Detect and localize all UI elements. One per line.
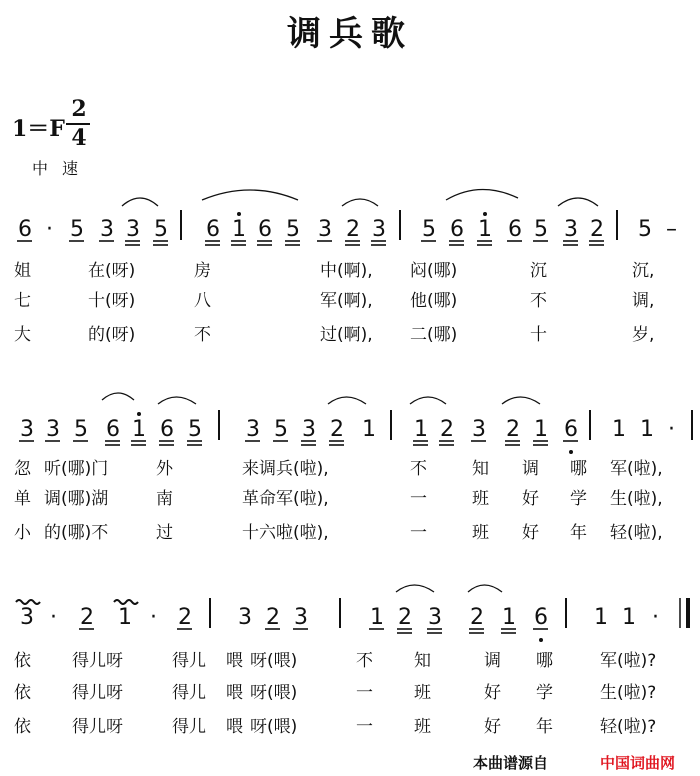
octave-dot-above — [237, 212, 241, 216]
lyric-word: 七 — [14, 291, 31, 311]
lyric-word: 不 — [356, 651, 373, 671]
octave-dot-above — [137, 412, 141, 416]
lyric-word: 依 — [14, 651, 31, 671]
note: 5 — [286, 217, 300, 242]
lyric-word: 沉, — [632, 261, 655, 281]
note: 6 — [106, 417, 120, 442]
lyric-word: 他(哪) — [410, 291, 458, 311]
note: 6 — [160, 417, 174, 442]
lyric-word: 喂 — [226, 651, 243, 671]
tempo-marking: 中速 — [32, 159, 93, 178]
lyric-word: 调(哪)湖 — [44, 489, 109, 509]
note: 3 — [20, 417, 34, 442]
lyric-word: 姐 — [14, 261, 31, 281]
lyric-word: 哪 — [570, 459, 587, 479]
lyric-word: 一 — [410, 523, 427, 543]
lyric-word: 听(哪)门 — [44, 459, 109, 479]
note: 6 — [534, 605, 548, 630]
note: 1 — [414, 417, 428, 442]
note: 3 — [428, 605, 442, 630]
lyric-word: 军(啊), — [320, 291, 373, 311]
lyric-word: 喂 — [226, 683, 243, 703]
note: 3 — [318, 217, 332, 242]
lyric-word: 不 — [530, 291, 547, 311]
note: 6 — [508, 217, 522, 242]
lyric-word: 班 — [414, 683, 431, 703]
lyric-word: 不 — [194, 325, 211, 345]
lyric-word: 呀(喂) — [250, 717, 298, 737]
note: 1 — [594, 605, 608, 630]
lyric-word: 生(啦)? — [600, 683, 657, 703]
note: 2 — [178, 605, 192, 630]
note: 1 — [612, 417, 626, 442]
note: 3 — [100, 217, 114, 242]
note: 5 — [74, 417, 88, 442]
lyric-word: 好 — [484, 717, 501, 737]
lyric-word: 过(啊), — [320, 325, 373, 345]
lyric-word: 军(啦), — [610, 459, 663, 479]
note: · — [668, 417, 675, 442]
slur — [102, 393, 134, 400]
note: 1 — [622, 605, 636, 630]
trill-mark — [16, 600, 40, 604]
note: 2 — [346, 217, 360, 242]
lyric-word: 十 — [530, 325, 547, 345]
lyric-word: 得儿呀 — [72, 717, 123, 737]
note: 1 — [132, 417, 146, 442]
note: 3 — [46, 417, 60, 442]
slur — [502, 397, 540, 404]
lyric-word: 好 — [522, 523, 539, 543]
octave-dot-below — [569, 450, 573, 454]
lyric-word: 呀(喂) — [250, 683, 298, 703]
note: · — [46, 217, 53, 242]
note: 5 — [534, 217, 548, 242]
note: 1 — [502, 605, 516, 630]
lyric-word: 呀(喂) — [250, 651, 298, 671]
note: 3 — [238, 605, 252, 630]
note: 6 — [258, 217, 272, 242]
slur — [342, 199, 378, 206]
note: 1 — [370, 605, 384, 630]
note: 2 — [590, 217, 604, 242]
note: 3 — [246, 417, 260, 442]
note: 5 — [274, 417, 288, 442]
lyric-word: 十六啦(啦), — [242, 523, 329, 543]
lyric-word: 一 — [410, 489, 427, 509]
note: 3 — [294, 605, 308, 630]
note: 1 — [478, 217, 492, 242]
note: 6 — [450, 217, 464, 242]
lyric-word: 得儿 — [172, 683, 206, 703]
slur — [558, 198, 598, 206]
note: 2 — [80, 605, 94, 630]
lyric-word: 沉 — [530, 261, 547, 281]
lyric-word: 得儿 — [172, 651, 206, 671]
lyric-word: 调 — [484, 651, 501, 671]
lyric-word: 得儿呀 — [72, 683, 123, 703]
lyric-word: 得儿呀 — [72, 651, 123, 671]
note: 2 — [266, 605, 280, 630]
lyric-word: 年 — [536, 717, 553, 737]
note: 5 — [154, 217, 168, 242]
lyric-word: 革命军(啦), — [242, 489, 329, 509]
slur — [468, 585, 502, 592]
lyric-word: 的(呀) — [88, 325, 136, 345]
note: 3 — [372, 217, 386, 242]
lyric-word: 生(啦), — [610, 489, 663, 509]
lyric-word: 来调兵(啦), — [242, 459, 329, 479]
note: 6 — [206, 217, 220, 242]
trill-mark — [114, 600, 138, 604]
lyric-word: 得儿 — [172, 717, 206, 737]
note: 1 — [118, 605, 132, 630]
time-signature-numerator: 2 — [71, 96, 87, 122]
lyric-word: 小 — [14, 523, 31, 543]
octave-dot-above — [483, 212, 487, 216]
song-title: 调兵歌 — [287, 14, 413, 54]
slur — [122, 198, 158, 206]
note: 3 — [564, 217, 578, 242]
note: 1 — [362, 417, 376, 442]
note: 3 — [472, 417, 486, 442]
lyric-word: 班 — [414, 717, 431, 737]
note: 2 — [470, 605, 484, 630]
lyric-word: 八 — [194, 291, 211, 311]
lyric-word: 依 — [14, 717, 31, 737]
slur — [158, 397, 196, 404]
lyric-word: 班 — [472, 489, 489, 509]
note: 2 — [398, 605, 412, 630]
lyric-word: 忽 — [14, 459, 31, 479]
lyric-word: 南 — [156, 489, 173, 509]
note: 2 — [506, 417, 520, 442]
lyric-word: 房 — [194, 261, 211, 281]
lyric-word: 在(呀) — [88, 261, 136, 281]
credit-label: 本曲谱源自 — [473, 754, 549, 772]
note: 5 — [188, 417, 202, 442]
note: 3 — [302, 417, 316, 442]
credit-site-link[interactable]: 中国词曲网 — [600, 754, 676, 772]
note: · — [652, 605, 659, 630]
lyric-word: 哪 — [536, 651, 553, 671]
lyric-word: 二(哪) — [410, 325, 458, 345]
lyric-word: 一 — [356, 717, 373, 737]
lyric-word: 年 — [570, 523, 587, 543]
lyric-word: 好 — [522, 489, 539, 509]
lyric-word: 大 — [14, 325, 31, 345]
note: · — [150, 605, 157, 630]
lyric-word: 十(呀) — [88, 291, 136, 311]
note: · — [50, 605, 57, 630]
lyric-word: 岁, — [632, 325, 655, 345]
slur — [446, 189, 518, 200]
note: 2 — [330, 417, 344, 442]
slur — [396, 585, 434, 592]
note: 1 — [534, 417, 548, 442]
note: 5 — [70, 217, 84, 242]
lyric-word: 轻(啦), — [610, 523, 663, 543]
note: 5 — [422, 217, 436, 242]
note: 1 — [232, 217, 246, 242]
lyric-word: 单 — [14, 489, 31, 509]
lyric-word: 轻(啦)? — [600, 717, 657, 737]
lyric-word: 过 — [156, 523, 173, 543]
lyric-word: 中(啊), — [320, 261, 373, 281]
slur — [410, 397, 446, 404]
lyric-word: 闷(哪) — [410, 261, 458, 281]
note: – — [666, 217, 677, 242]
time-signature-denominator: 4 — [71, 125, 87, 151]
lyric-word: 军(啦)? — [600, 651, 657, 671]
lyric-word: 学 — [536, 683, 553, 703]
lyric-word: 好 — [484, 683, 501, 703]
slur — [202, 190, 298, 200]
note: 6 — [18, 217, 32, 242]
lyric-word: 班 — [472, 523, 489, 543]
lyric-word: 喂 — [226, 717, 243, 737]
note: 5 — [638, 217, 652, 242]
lyric-word: 调 — [522, 459, 539, 479]
note: 2 — [440, 417, 454, 442]
note: 3 — [126, 217, 140, 242]
octave-dot-below — [539, 638, 543, 642]
note: 6 — [564, 417, 578, 442]
lyric-word: 知 — [472, 459, 489, 479]
lyric-word: 知 — [414, 651, 431, 671]
lyric-word: 不 — [410, 459, 427, 479]
lyric-word: 调, — [632, 291, 655, 311]
key-signature: 1＝F — [12, 116, 65, 142]
note: 3 — [20, 605, 34, 630]
slur — [328, 397, 366, 404]
note: 1 — [640, 417, 654, 442]
lyric-word: 的(哪)不 — [44, 523, 109, 543]
lyrics-lines — [14, 261, 663, 737]
lyric-word: 一 — [356, 683, 373, 703]
lyric-word: 外 — [156, 459, 173, 479]
lyric-word: 学 — [570, 489, 587, 509]
lyric-word: 依 — [14, 683, 31, 703]
